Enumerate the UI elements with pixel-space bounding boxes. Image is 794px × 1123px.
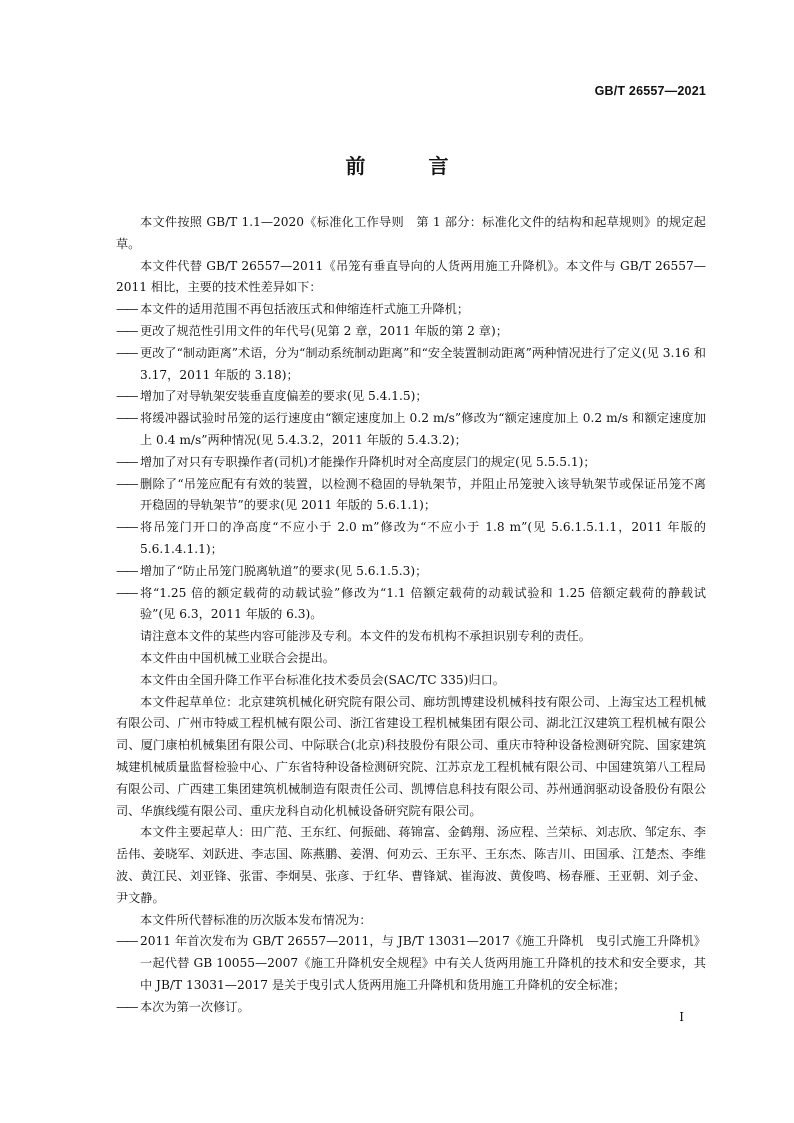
list-item-text: 2011 年首次发布为 GB/T 26557—2011，与 JB/T 13031—2017《施工升降机 曳引式施工升降机》一起代替 GB 10055—2007《施工升降机安全规程》中有关人货两用施工升降机的技术和安全要求，其中 JB/T 13031—2017 是关于曳引式人货两用施工升降机和货用施工升降机的安全标准； [140,934,706,992]
list-item [116,343,706,387]
dash-marker: —— [116,934,137,949]
history-list [116,931,706,1018]
list-item-text: 将“1.25 倍的额定载荷的动载试验”修改为“1.1 倍额定载荷的动载试验和 1.25 倍额定载荷的静载试验”(见 6.3，2011 年版的 6.3)。 [140,585,706,622]
standard-code: GB/T 26557—2021 [594,84,706,98]
list-item [116,452,706,474]
dash-marker: —— [116,563,137,578]
list-item [116,386,706,408]
list-item [116,583,706,627]
list-item [116,474,706,518]
list-item-text: 本次为第一次修订。 [140,999,250,1014]
list-item-text: 更改了“制动距离”术语，分为“制动系统制动距离”和“安全装置制动距离”两种情况进行了定义(见 3.16 和 3.17，2011 年版的 3.18)； [140,345,706,382]
list-item-text: 更改了规范性引用文件的年代号(见第 2 章，2011 年版的第 2 章)； [140,323,508,338]
dash-marker: —— [116,389,137,404]
dash-marker: —— [116,345,137,360]
paragraph-proposed-by: 本文件由中国机械工业联合会提出。 [140,650,335,665]
list-item [116,517,706,561]
list-item-text: 增加了“防止吊笼门脱离轨道”的要求(见 5.6.1.5.3)； [140,563,428,578]
list-item [116,408,706,452]
foreword-body [116,212,706,1018]
dash-marker: —— [116,411,137,426]
paragraph-history-intro: 本文件所代替标准的历次版本发布情况为： [140,912,372,927]
page-title: 前 言 [345,154,477,178]
list-item [116,321,706,343]
paragraph-drafting-units: 本文件起草单位：北京建筑机械化研究院有限公司、廊坊凯博建设机械科技有限公司、上海宝达工程机械有限公司、广州市特威工程机械有限公司、浙江省建设工程机械集团有限公司、湖北江汉建筑工程机械有限公司、厦门康柏机械集团有限公司、中际联合(北京)科技股份有限公司、重庆市特种设备检测研究院、国家建筑城建机械质量监督检验中心、广东省特种设备检测研究院、江苏京龙工程机械有限公司、中国建筑第八工程局有限公司、广西建工集团建筑机械制造有限责任公司、凯博信息科技有限公司、苏州通润驱动设备股份有限公司、华旗线缆有限公司、重庆龙科自动化机械设备研究院有限公司。 [116,694,706,818]
dash-marker: —— [116,323,137,338]
list-item [116,931,706,996]
list-item-text: 增加了对导轨架安装垂直度偏差的要求(见 5.4.1.5)； [140,389,428,404]
dash-marker: —— [116,999,137,1014]
paragraph-administered-by: 本文件由全国升降工作平台标准化技术委员会(SAC/TC 335)归口。 [140,672,505,687]
dash-marker: —— [116,520,137,535]
list-item-text: 删除了“吊笼应配有有效的装置，以检测不稳固的导轨架节，并阻止吊笼驶入该导轨架节或保证吊笼不离开稳固的导轨架节”的要求(见 2011 年版的 5.6.1.1)； [140,476,706,513]
dash-marker: —— [116,302,137,317]
list-item-text: 本文件的适用范围不再包括液压式和伸缩连杆式施工升降机； [140,302,470,317]
list-item [116,561,706,583]
list-item-text: 将缓冲器试验时吊笼的运行速度由“额定速度加上 0.2 m/s”修改为“额定速度加上 0.2 m/s 和额定速度加上 0.4 m/s”两种情况(见 5.4.3.2，2011 年版的 5.4.3.2)； [140,411,706,447]
paragraph-patent-notice: 请注意本文件的某些内容可能涉及专利。本文件的发布机构不承担识别专利的责任。 [140,629,591,644]
dash-marker: —— [116,476,137,491]
list-item-text: 将吊笼门开口的净高度“不应小于 2.0 m”修改为“不应小于 1.8 m”(见 5.6.1.5.1.1，2011 年版的 5.6.1.4.1.1)； [140,520,706,556]
paragraph-replacement: 本文件代替 GB/T 26557—2011《吊笼有垂直导向的人货两用施工升降机》。本文件与 GB/T 26557—2011 相比，主要的技术性差异如下： [116,258,706,295]
list-item [116,299,706,321]
dash-marker: —— [116,585,137,600]
list-item [116,997,706,1019]
paragraph-drafting-rules: 本文件按照 GB/T 1.1—2020《标准化工作导则 第 1 部分：标准化文件的结构和起草规则》的规定起草。 [116,215,706,251]
diff-list [116,299,706,626]
page-number: I [679,1010,684,1024]
paragraph-drafters: 本文件主要起草人：田广范、王东红、何振础、蒋锦富、金鹤翔、汤应程、兰荣标、刘志欣、邹定东、李岳伟、姜晓军、刘跃进、李志国、陈燕鹏、姜渭、何劝云、王东平、王东杰、陈吉川、田国承、江楚杰、李维波、黄江民、刘亚锋、张雷、李炯昊、张彦、于红华、曹锋斌、崔海波、黄俊鸣、杨春雁、王亚朝、刘子金、尹文静。 [116,825,706,905]
list-item-text: 增加了对只有专职操作者(司机)才能操作升降机时对全高度层门的规定(见 5.5.5.1)； [140,454,596,469]
dash-marker: —— [116,454,137,469]
